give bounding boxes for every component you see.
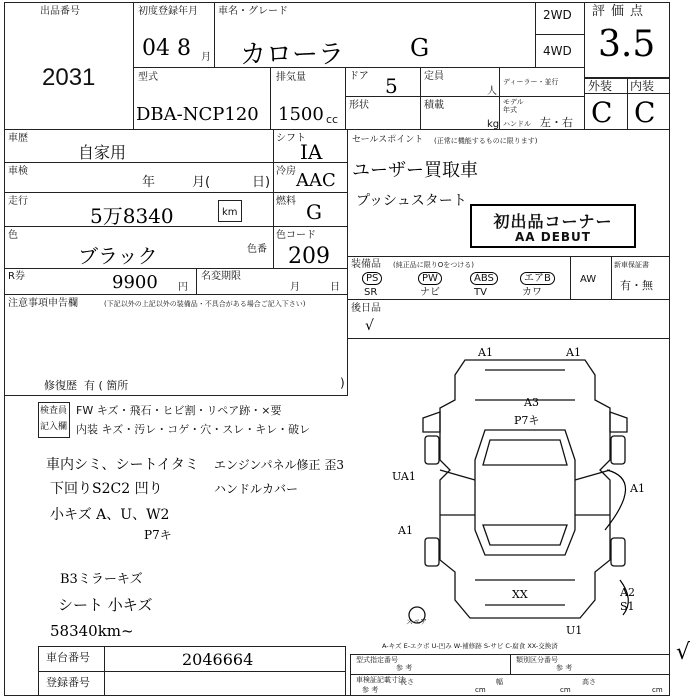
remark-5: 小キズ A、U、W2 (50, 507, 170, 523)
rear-items-value: √ (365, 318, 374, 334)
equipment-item: AW (580, 274, 597, 285)
rear-items-label: 後日品 (351, 303, 381, 314)
int-grade: C (634, 96, 656, 129)
handle-value: 左・右 (540, 116, 573, 129)
person-unit: 人 (487, 86, 497, 97)
score-label: 評価点 (592, 4, 650, 19)
remark-6: P7キ (144, 528, 172, 542)
damage-mark: UA1 (392, 470, 416, 483)
color-no-label: 色番 (247, 244, 267, 255)
equipment-label: 装備品 (351, 259, 381, 270)
vehicle-use-label: 車歴 (8, 133, 28, 144)
load-label: 積載 (424, 100, 444, 111)
drive-4wd: 4WD (543, 44, 572, 58)
remark-8: シート 小キズ (58, 596, 153, 614)
record-label: 記入欄 (40, 422, 68, 432)
ext-grade: C (591, 96, 613, 129)
category-ref: 参 考 (556, 664, 573, 672)
recycle-value: 9900 (112, 272, 158, 293)
usage-block (4, 129, 348, 295)
size-ref: 参 考 (362, 686, 379, 694)
debut-badge (470, 204, 636, 248)
damage-mark: XX (512, 588, 528, 601)
name-change-label: 名変期限 (201, 271, 241, 282)
check-row-2: 内装 キズ・汚レ・コゲ・穴・スレ・キレ・破レ (76, 423, 311, 436)
new-cert-value: 有・無 (620, 279, 653, 292)
remark-7: B3ミラーキズ (60, 572, 143, 587)
ac-value: AAC (296, 170, 336, 191)
equipment-item: カワ (522, 287, 542, 298)
displacement-label: 排気量 (276, 72, 306, 83)
inspection-label: 車検 (8, 166, 28, 177)
model-value: DBA-NCP120 (136, 104, 259, 125)
first-reg-label: 初度登録年月 (138, 6, 198, 17)
chassis-label: 車台番号 (46, 651, 90, 664)
debut-badge-line1: 初出品コーナー (493, 212, 613, 231)
sales-point-2: プッシュスタート (356, 193, 467, 209)
repair-value: 有 ( 箇所 (84, 379, 129, 392)
remark-3: 下回りS2C2 凹り (50, 481, 163, 497)
name-change-day: 日 (330, 282, 340, 293)
type-designation-label: 型式指定番号 (356, 656, 398, 664)
cc-unit: cc (326, 113, 339, 126)
color-code-value: 209 (288, 244, 330, 269)
ac-label: 冷房 (276, 166, 296, 177)
yen-unit: 円 (178, 282, 188, 293)
length-label: 長さ (400, 678, 414, 686)
car-name: カローラ (240, 40, 345, 70)
height-unit: cm (652, 686, 663, 694)
damage-legend: A-キズ E-エクボ U-凹み W-補修跡 S-サビ C-腐食 XX-交換済 (382, 642, 558, 650)
door-label: ドア (349, 71, 369, 82)
remark-2: エンジンパネル修正 歪3 (214, 458, 345, 472)
damage-mark: A3 (524, 396, 539, 409)
dealer-label: ディーラー・並行 (503, 78, 559, 86)
width-unit: cm (560, 686, 571, 694)
notes-label: 注意事項申告欄 (8, 298, 78, 309)
registration-label: 登録番号 (46, 676, 90, 689)
sales-points-note: (正常に機能するものに限ります) (434, 137, 538, 145)
remark-4: ハンドルカバー (214, 482, 299, 496)
remark-9: 58340km~ (50, 622, 134, 640)
width-label: 幅 (496, 678, 503, 686)
height-label: 高さ (582, 678, 596, 686)
name-change-month: 月 (290, 282, 300, 293)
mileage-label: 走行 (8, 196, 28, 207)
equipment-item: ABS (470, 272, 498, 285)
chassis-number: 2046664 (182, 650, 254, 669)
damage-mark: A1 (398, 524, 413, 537)
new-cert-label: 新車保証書 (614, 261, 649, 269)
ext-label: 外装 (588, 79, 613, 93)
color-label: 色 (8, 230, 18, 241)
damage-mark: A1 (630, 482, 645, 495)
type-designation-ref: 参 考 (396, 664, 413, 672)
shape-label: 形状 (349, 100, 369, 111)
sales-point-1: ユーザー買取車 (352, 160, 478, 181)
notes-sub-note: (下記以外の上記以外の装備品・不具合がある場合ご記入下さい) (104, 300, 306, 308)
equipment-item: PS (362, 272, 382, 285)
model-year-label: モデル年式 (503, 98, 524, 114)
check-row-1: FW キズ・飛石・ヒビ割・リペア跡・×要 (76, 404, 282, 417)
first-reg-value: 04 8 (142, 36, 191, 61)
inspection-month: 月( (192, 175, 211, 190)
capacity-label: 定員 (424, 71, 444, 82)
displacement-value: 1500 (278, 104, 324, 125)
debut-badge-line2: AA DEBUT (515, 230, 591, 244)
mileage-value: 5万8340 (90, 204, 174, 228)
equipment-note: (純正品に限りOをつける) (393, 261, 474, 269)
damage-mark: S1 (620, 600, 635, 613)
first-reg-month-unit: 月 (201, 52, 211, 63)
int-label: 内装 (630, 79, 655, 93)
equipment-item: PW (418, 272, 442, 285)
lot-number-label: 出品番号 (40, 6, 80, 17)
recycle-label: R券 (8, 271, 25, 282)
shift-label: シフト (276, 133, 306, 144)
score-value: 3.5 (598, 24, 656, 65)
fuel-value: G (306, 200, 322, 224)
damage-mark: A1 (478, 346, 493, 359)
damage-mark: P7キ (514, 414, 540, 427)
handle-label: ハンドル (503, 120, 531, 128)
km-unit: km (222, 207, 238, 218)
remark-1: 車内シミ、シートイタミ (46, 457, 199, 473)
sales-points-label: セールスポイント (352, 135, 424, 145)
name-grade-label: 車名・グレード (218, 6, 288, 17)
kg-unit: kg (487, 119, 500, 130)
size-label: 車検証記載寸法 (356, 676, 405, 684)
lot-number: 2031 (42, 64, 96, 91)
spare-label: スペア (406, 618, 427, 626)
drive-2wd: 2WD (543, 8, 572, 22)
equipment-item: ナビ (420, 287, 440, 298)
repair-close: ) (340, 376, 345, 390)
damage-mark: A1 (566, 346, 581, 359)
damage-mark: U1 (566, 624, 583, 637)
footer-check-mark: √ (676, 640, 691, 665)
equipment-item: SR (364, 287, 378, 298)
rear-items-cell (347, 299, 670, 339)
category-label: 類別区分番号 (516, 656, 558, 664)
model-label: 型式 (138, 72, 158, 83)
fuel-label: 燃料 (276, 196, 296, 207)
grade: G (410, 34, 430, 62)
length-unit: cm (475, 686, 486, 694)
color-code-label: 色コード (276, 230, 316, 241)
vehicle-use-value: 自家用 (78, 143, 127, 162)
damage-mark: A2 (620, 586, 635, 599)
inspector-label: 検査員 (40, 406, 68, 416)
color-value: ブラック (78, 244, 158, 268)
equipment-item: TV (474, 287, 487, 298)
equipment-item: エアB (520, 272, 555, 285)
door-value: 5 (385, 74, 398, 98)
repair-label: 修復歴 (44, 379, 77, 392)
shift-value: IA (300, 140, 323, 164)
inspection-year: 年 (142, 175, 156, 190)
inspection-day: 日) (252, 175, 271, 190)
